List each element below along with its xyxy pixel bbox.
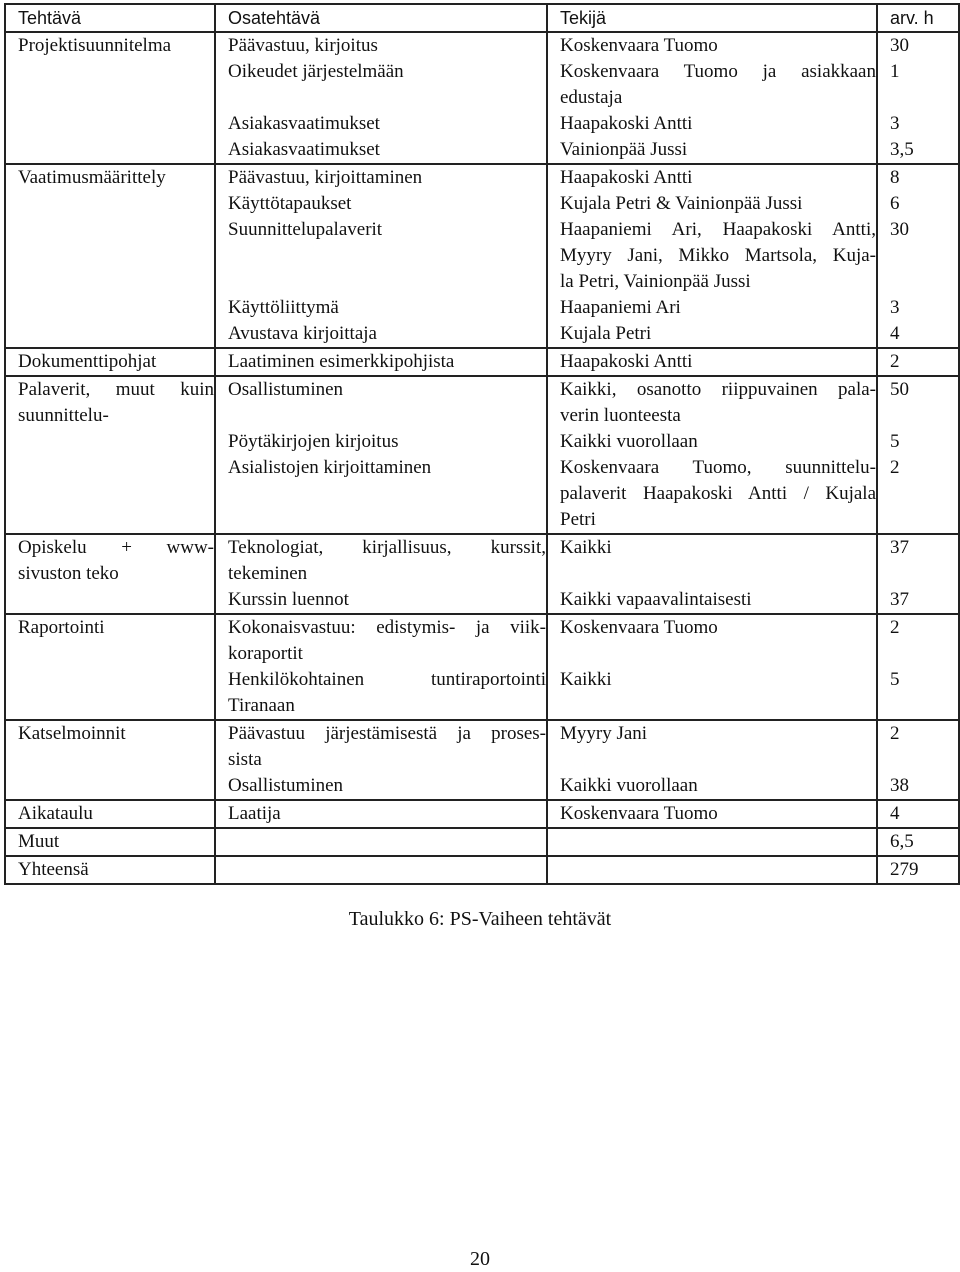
subtask-line: Tiranaan <box>228 695 295 716</box>
assignee-line: Kaikki, osanotto riippuvainen pala- <box>560 379 876 400</box>
subtask-line: Päävastuu, kirjoitus <box>228 35 378 56</box>
assignee-line: Kujala Petri <box>560 323 652 344</box>
subtask-line: Laatiminen esimerkkipohjista <box>228 351 455 372</box>
task-cell <box>5 720 215 800</box>
subtask-line: tekeminen <box>228 563 308 584</box>
assignee-line: Kaikki <box>560 537 612 558</box>
table-row <box>5 614 959 720</box>
header-assignee: Tekijä <box>547 4 877 32</box>
subtask-line: Kokonaisvastuu: edistymis- ja viik- <box>228 617 546 638</box>
hours-cell <box>877 348 959 376</box>
subtask-cell <box>215 828 547 856</box>
assignee-cell <box>547 614 877 720</box>
assignee-line: verin luonteesta <box>560 405 681 426</box>
assignee-line: Koskenvaara Tuomo <box>560 35 718 56</box>
subtask-line: Asiakasvaatimukset <box>228 139 380 160</box>
task-cell <box>5 534 215 614</box>
assignee-cell <box>547 348 877 376</box>
task-line: Palaverit, muut kuin <box>18 379 214 400</box>
assignee-line: Myyry Jani <box>560 723 648 744</box>
subtask-line <box>228 269 546 295</box>
subtask-line <box>228 85 546 111</box>
hours-line: 37 <box>890 537 909 558</box>
subtask-line: Henkilökohtainen tuntiraportointi <box>228 669 546 690</box>
hours-line: 3 <box>890 297 900 318</box>
subtask-line: Päävastuu, kirjoittaminen <box>228 167 423 188</box>
hours-cell <box>877 800 959 828</box>
assignee-line: Kujala Petri & Vainionpää Jussi <box>560 193 803 214</box>
table-row <box>5 376 959 534</box>
subtask-line: Suunnittelupalaverit <box>228 219 383 240</box>
hours-line <box>890 693 958 719</box>
subtask-cell <box>215 32 547 164</box>
subtask-line: Asialistojen kirjoittaminen <box>228 457 432 478</box>
header-subtask: Osatehtävä <box>215 4 547 32</box>
hours-cell <box>877 164 959 348</box>
assignee-cell <box>547 828 877 856</box>
assignee-line: Koskenvaara Tuomo <box>560 617 718 638</box>
hours-line: 30 <box>890 35 909 56</box>
task-cell <box>5 376 215 534</box>
subtask-cell <box>215 720 547 800</box>
assignee-line: Haapakoski Antti <box>560 113 693 134</box>
subtask-line <box>228 829 546 855</box>
task-line: suunnittelu- <box>18 405 109 426</box>
subtask-line: Teknologiat, kirjallisuus, kurssit, <box>228 537 546 558</box>
hours-line: 38 <box>890 775 909 796</box>
hours-line: 30 <box>890 219 909 240</box>
assignee-line: Koskenvaara Tuomo ja asiakkaan <box>560 61 876 82</box>
header-row <box>5 4 959 32</box>
assignee-cell <box>547 534 877 614</box>
assignee-line: edustaja <box>560 87 623 108</box>
subtask-line: Osallistuminen <box>228 775 344 796</box>
subtask-cell <box>215 164 547 348</box>
table-row <box>5 164 959 348</box>
subtask-cell <box>215 348 547 376</box>
assignee-line <box>560 747 876 773</box>
assignee-line: Haapakoski Antti <box>560 351 693 372</box>
hours-line <box>890 85 958 111</box>
subtask-line <box>228 403 546 429</box>
header-hours: arv. h <box>877 4 959 32</box>
hours-line: 2 <box>890 457 900 478</box>
task-cell <box>5 164 215 348</box>
subtask-line: Laatija <box>228 803 281 824</box>
hours-line: 5 <box>890 431 900 452</box>
task-line: sivuston teko <box>18 563 119 584</box>
subtask-line <box>228 243 546 269</box>
assignee-line: Kaikki vuorollaan <box>560 431 698 452</box>
subtask-line: Asiakasvaatimukset <box>228 113 380 134</box>
hours-cell <box>877 720 959 800</box>
task-line: Vaatimusmäärittely <box>18 167 166 188</box>
hours-line: 4 <box>890 323 900 344</box>
assignee-line <box>560 641 876 667</box>
hours-cell <box>877 828 959 856</box>
total-value: 279 <box>877 856 959 884</box>
hours-line: 6 <box>890 193 900 214</box>
assignee-line: Kaikki vuorollaan <box>560 775 698 796</box>
assignee-line <box>560 561 876 587</box>
subtask-line: Käyttötapaukset <box>228 193 352 214</box>
subtask-cell <box>215 534 547 614</box>
hours-line <box>890 561 958 587</box>
assignee-line: Kaikki vapaavalintaisesti <box>560 589 752 610</box>
hours-line: 3,5 <box>890 139 914 160</box>
subtask-line <box>228 507 546 533</box>
task-line: Muut <box>18 831 60 852</box>
hours-cell <box>877 376 959 534</box>
hours-cell <box>877 614 959 720</box>
hours-line: 1 <box>890 61 900 82</box>
task-line: Katselmoinnit <box>18 723 126 744</box>
assignee-line <box>560 693 876 719</box>
hours-line <box>890 481 958 507</box>
page-number: 20 <box>470 1248 490 1270</box>
subtask-cell <box>215 614 547 720</box>
assignee-line: Koskenvaara Tuomo <box>560 803 718 824</box>
subtask-line: koraportit <box>228 643 303 664</box>
total-empty-sub <box>215 856 547 884</box>
assignee-line <box>560 829 876 855</box>
table-row <box>5 32 959 164</box>
subtask-line: Osallistuminen <box>228 379 344 400</box>
task-line: Opiskelu + www- <box>18 537 214 558</box>
task-cell <box>5 348 215 376</box>
total-empty-who <box>547 856 877 884</box>
assignee-line: Vainionpää Jussi <box>560 139 688 160</box>
assignee-line: Kaikki <box>560 669 612 690</box>
task-line: Aikataulu <box>18 803 93 824</box>
hours-line: 2 <box>890 617 900 638</box>
subtask-line: Päävastuu järjestämisestä ja proses- <box>228 723 546 744</box>
table-row <box>5 828 959 856</box>
hours-line: 37 <box>890 589 909 610</box>
task-line: Projektisuunnitelma <box>18 35 172 56</box>
task-cell <box>5 800 215 828</box>
assignee-line: Haapakoski Antti <box>560 167 693 188</box>
subtask-line: Käyttöliittymä <box>228 297 339 318</box>
hours-line <box>890 403 958 429</box>
hours-line <box>890 269 958 295</box>
total-label: Yhteensä <box>5 856 215 884</box>
total-row <box>5 856 959 884</box>
header-task: Tehtävä <box>5 4 215 32</box>
table-row <box>5 348 959 376</box>
subtask-line: Pöytäkirjojen kirjoitus <box>228 431 399 452</box>
subtask-cell <box>215 800 547 828</box>
assignee-line: Petri <box>560 509 596 530</box>
hours-line: 3 <box>890 113 900 134</box>
task-table <box>4 3 960 885</box>
hours-cell <box>877 534 959 614</box>
assignee-cell <box>547 32 877 164</box>
task-cell <box>5 828 215 856</box>
hours-line: 5 <box>890 669 900 690</box>
assignee-cell <box>547 164 877 348</box>
hours-line: 6,5 <box>890 831 914 852</box>
assignee-line: Myyry Jani, Mikko Martsola, Kuja- <box>560 245 876 266</box>
assignee-cell <box>547 720 877 800</box>
assignee-line: palaverit Haapakoski Antti / Kujala <box>560 483 876 504</box>
subtask-cell <box>215 376 547 534</box>
table-row <box>5 720 959 800</box>
assignee-line: la Petri, Vainionpää Jussi <box>560 271 751 292</box>
hours-line <box>890 747 958 773</box>
table-body <box>5 32 959 856</box>
hours-line <box>890 243 958 269</box>
table-row <box>5 534 959 614</box>
assignee-line: Haapaniemi Ari, Haapakoski Antti, <box>560 219 876 240</box>
hours-line: 2 <box>890 351 900 372</box>
subtask-line: Oikeudet järjestelmään <box>228 61 404 82</box>
hours-cell <box>877 32 959 164</box>
subtask-line: Kurssin luennot <box>228 589 349 610</box>
table-row <box>5 800 959 828</box>
assignee-line: Haapaniemi Ari <box>560 297 681 318</box>
subtask-line <box>228 481 546 507</box>
subtask-line: Avustava kirjoittaja <box>228 323 377 344</box>
hours-line <box>890 507 958 533</box>
subtask-line: sista <box>228 749 262 770</box>
task-line: Dokumenttipohjat <box>18 351 157 372</box>
hours-line: 50 <box>890 379 909 400</box>
hours-line: 4 <box>890 803 900 824</box>
assignee-cell <box>547 800 877 828</box>
assignee-cell <box>547 376 877 534</box>
hours-line: 2 <box>890 723 900 744</box>
hours-line <box>890 641 958 667</box>
assignee-line: Koskenvaara Tuomo, suunnittelu- <box>560 457 876 478</box>
task-cell <box>5 614 215 720</box>
table-caption: Taulukko 6: PS-Vaiheen tehtävät <box>348 908 612 930</box>
task-line: Raportointi <box>18 617 105 638</box>
task-cell <box>5 32 215 164</box>
hours-line: 8 <box>890 167 900 188</box>
